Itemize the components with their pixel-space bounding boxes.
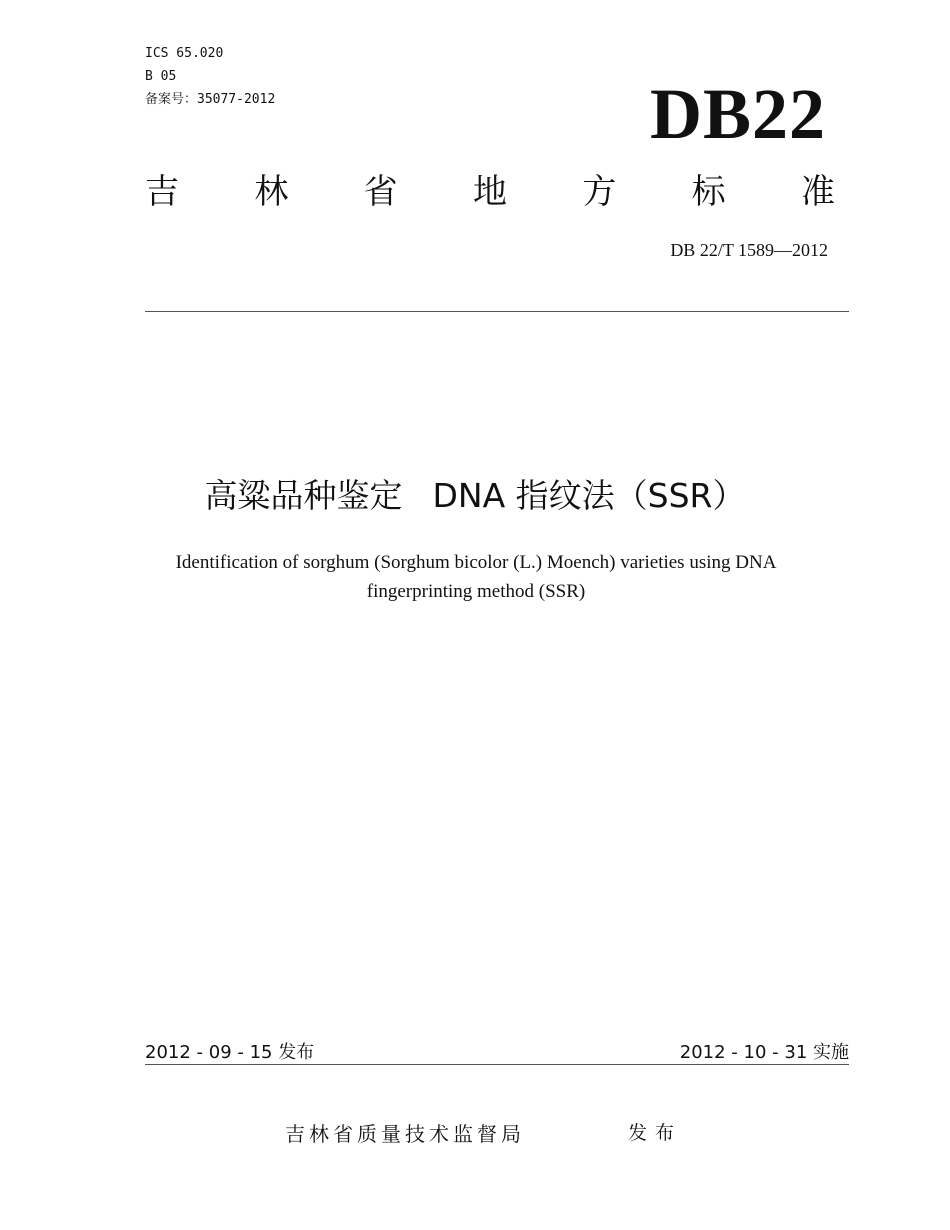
- english-title-line2: fingerprinting method (SSR): [366, 581, 586, 602]
- issue-label: 发布: [628, 1122, 683, 1144]
- chinese-title-part1: 高粱品种鉴定: [204, 476, 403, 515]
- ics-code: ICS 65.020: [145, 46, 224, 61]
- region-char: 准: [800, 172, 835, 212]
- db-code-mark: DB22: [649, 74, 826, 154]
- region-char: 吉: [145, 172, 179, 212]
- region-char: 省: [363, 172, 398, 212]
- implement-date: 2012 - 10 - 31 实施: [679, 1042, 849, 1063]
- top-divider: [145, 311, 849, 312]
- chinese-title: [0, 474, 950, 518]
- english-title-line1: Identification of sorghum (Sorghum bicolor (L.) Moench) varieties using DNA: [175, 552, 777, 573]
- bottom-divider: [145, 1064, 849, 1065]
- chinese-title-part2: DNA 指纹法（SSR）: [432, 476, 746, 515]
- region-char: 地: [472, 172, 507, 212]
- classification-code: B 05: [145, 69, 177, 84]
- region-standard-heading: [145, 170, 835, 214]
- standard-number: DB 22/T 1589—2012: [670, 240, 828, 260]
- region-char: 标: [691, 172, 726, 212]
- issuer-name: 吉林省质量技术监督局: [285, 1122, 525, 1146]
- region-char: 方: [582, 172, 617, 212]
- publish-date: 2012 - 09 - 15 发布: [145, 1042, 315, 1063]
- region-char: 林: [254, 172, 289, 212]
- record-number: 备案号：35077-2012: [145, 92, 276, 107]
- english-title: [140, 548, 812, 606]
